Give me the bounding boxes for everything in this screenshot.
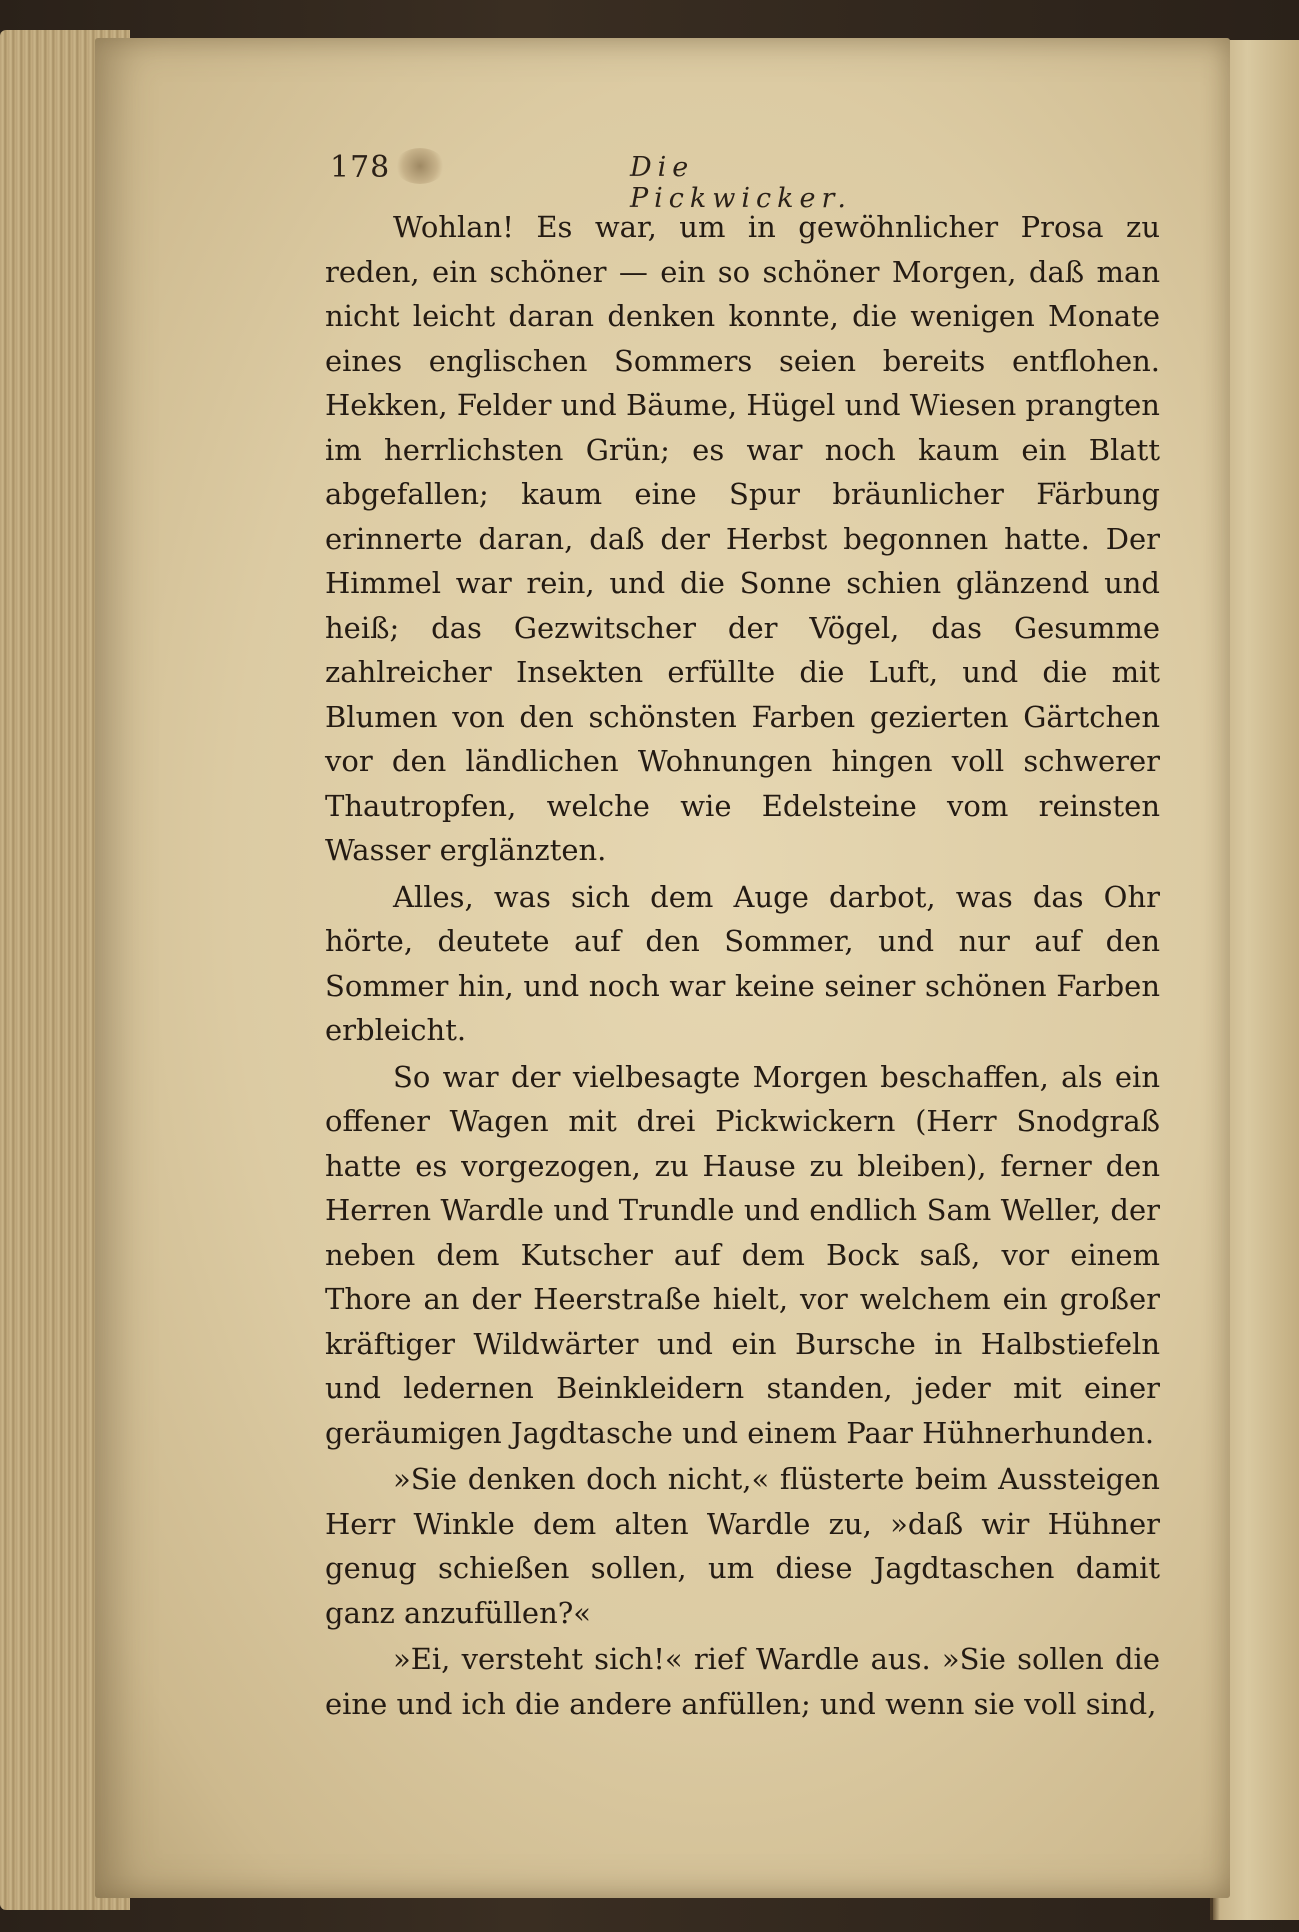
paragraph: »Ei, versteht sich!« rief Wardle aus. »Sie sollen die eine und ich die andere anfüllen; und wenn sie voll sind, <box>325 1642 1160 1721</box>
page-number: 178 <box>330 150 391 185</box>
paragraph: So war der vielbesagte Morgen beschaffen, als ein offener Wagen mit drei Pickwickern (Herr Snodgraß hatte es vorgezogen, zu Hause zu bleiben), ferner den Herren Wardle und Trundle und endlich Sam Weller, der neben dem Kutscher auf dem Bock saß, vor einem Thore an der Heerstraße hielt, vor welchem ein großer kräftiger Wildwärter und ein Bursche in Halbstiefeln und ledernen Beinkleidern standen, jeder mit einer geräumigen Jagdtasche und einem Paar Hühnerhunden. <box>325 1059 1160 1450</box>
page-header <box>330 150 890 214</box>
paragraph: Wohlan! Es war, um in gewöhnlicher Prosa zu reden, ein schöner — ein so schöner Morgen, daß man nicht leicht daran denken konnte, die wenigen Monate eines englischen Sommers seien bereits entflohen. Hekken, Felder und Bäume, Hügel und Wiesen prangten im herrlichsten Grün; es war noch kaum ein Blatt abgefallen; kaum eine Spur bräunlicher Färbung erinnerte daran, daß der Herbst begonnen hatte. Der Himmel war rein, und die Sonne schien glänzend und heiß; das Gezwitscher der Vögel, das Gesumme zahlreicher Insekten erfüllte die Luft, und die mit Blumen von den schönsten Farben gezierten Gärtchen vor den ländlichen Wohnungen hingen voll schwerer Thautropfen, welche wie Edelsteine vom reinsten Wasser erglänzten. <box>325 210 1160 867</box>
running-title: Die Pickwicker. <box>630 152 853 214</box>
paragraph: »Sie denken doch nicht,« flüsterte beim Aussteigen Herr Winkle dem alten Wardle zu, »daß wir Hühner genug schießen sollen, um diese Jagdtaschen damit ganz anzufüllen?« <box>325 1462 1160 1630</box>
paragraph: Alles, was sich dem Auge darbot, was das Ohr hörte, deutete auf den Sommer, und nur auf den Sommer hin, und noch war keine seiner schönen Farben erbleicht. <box>325 879 1160 1047</box>
body-text <box>325 205 1160 1726</box>
